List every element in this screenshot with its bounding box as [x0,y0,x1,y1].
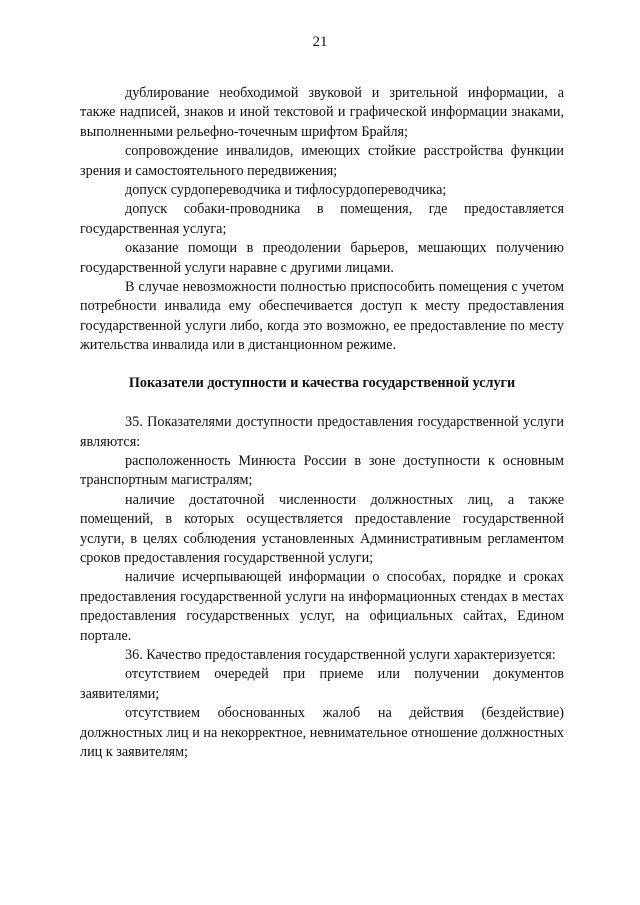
document-body [80,84,564,762]
paragraph: отсутствием очередей при приеме или получении документов заявителями; [80,666,564,702]
paragraph: оказание помощи в преодолении барьеров, мешающих получению государственной услуги наравне с другими лицами. [80,240,564,276]
paragraph: расположенность Минюста России в зоне доступности к основным транспортным магистралям; [80,452,564,489]
paragraph: дублирование необходимой звуковой и зрительной информации, а также надписей, знаков и иной текстовой и графической информации знаками, выполненными рельефно-точечным шрифтом Брайля; [80,85,564,140]
section-heading: Показатели доступности и качества государственной услуги [128,374,516,391]
paragraph: наличие достаточной численности должностных лиц, а также помещений, в которых осуществляется предоставление государственной услуги, в целях соблюдения установленных Административным регламентом сроков предоставления государственной услуги; [80,491,564,566]
paragraph: 36. Качество предоставления государственной услуги характеризуется: [125,646,556,663]
page-number: 21 [312,34,328,50]
paragraph: отсутствием обоснованных жалоб на действия (бездействие) должностных лиц и на некорректное, невнимательное отношение должностных лиц к заявителям; [80,705,564,760]
paragraph: допуск собаки-проводника в помещения, где предоставляется государственная услуга; [80,201,564,237]
paragraph: 35. Показателями доступности предоставления государственной услуги являются: [80,414,564,450]
paragraph: В случае невозможности полностью приспособить помещения с учетом потребности инвалида ему обеспечивается доступ к месту предоставления государственной услуги либо, когда это возможно, ее предоставление по месту жительства инвалида или в дистанционном режиме. [80,279,564,354]
paragraph: сопровождение инвалидов, имеющих стойкие расстройства функции зрения и самостоятельного передвижения; [80,143,564,179]
paragraph: допуск сурдопереводчика и тифлосурдопереводчика; [125,182,447,199]
paragraph: наличие исчерпывающей информации о способах, порядке и сроках предоставления государственной услуги на информационных стендах в местах предоставления государственных услуг, на официальных сайтах, Едином портале. [80,569,564,644]
